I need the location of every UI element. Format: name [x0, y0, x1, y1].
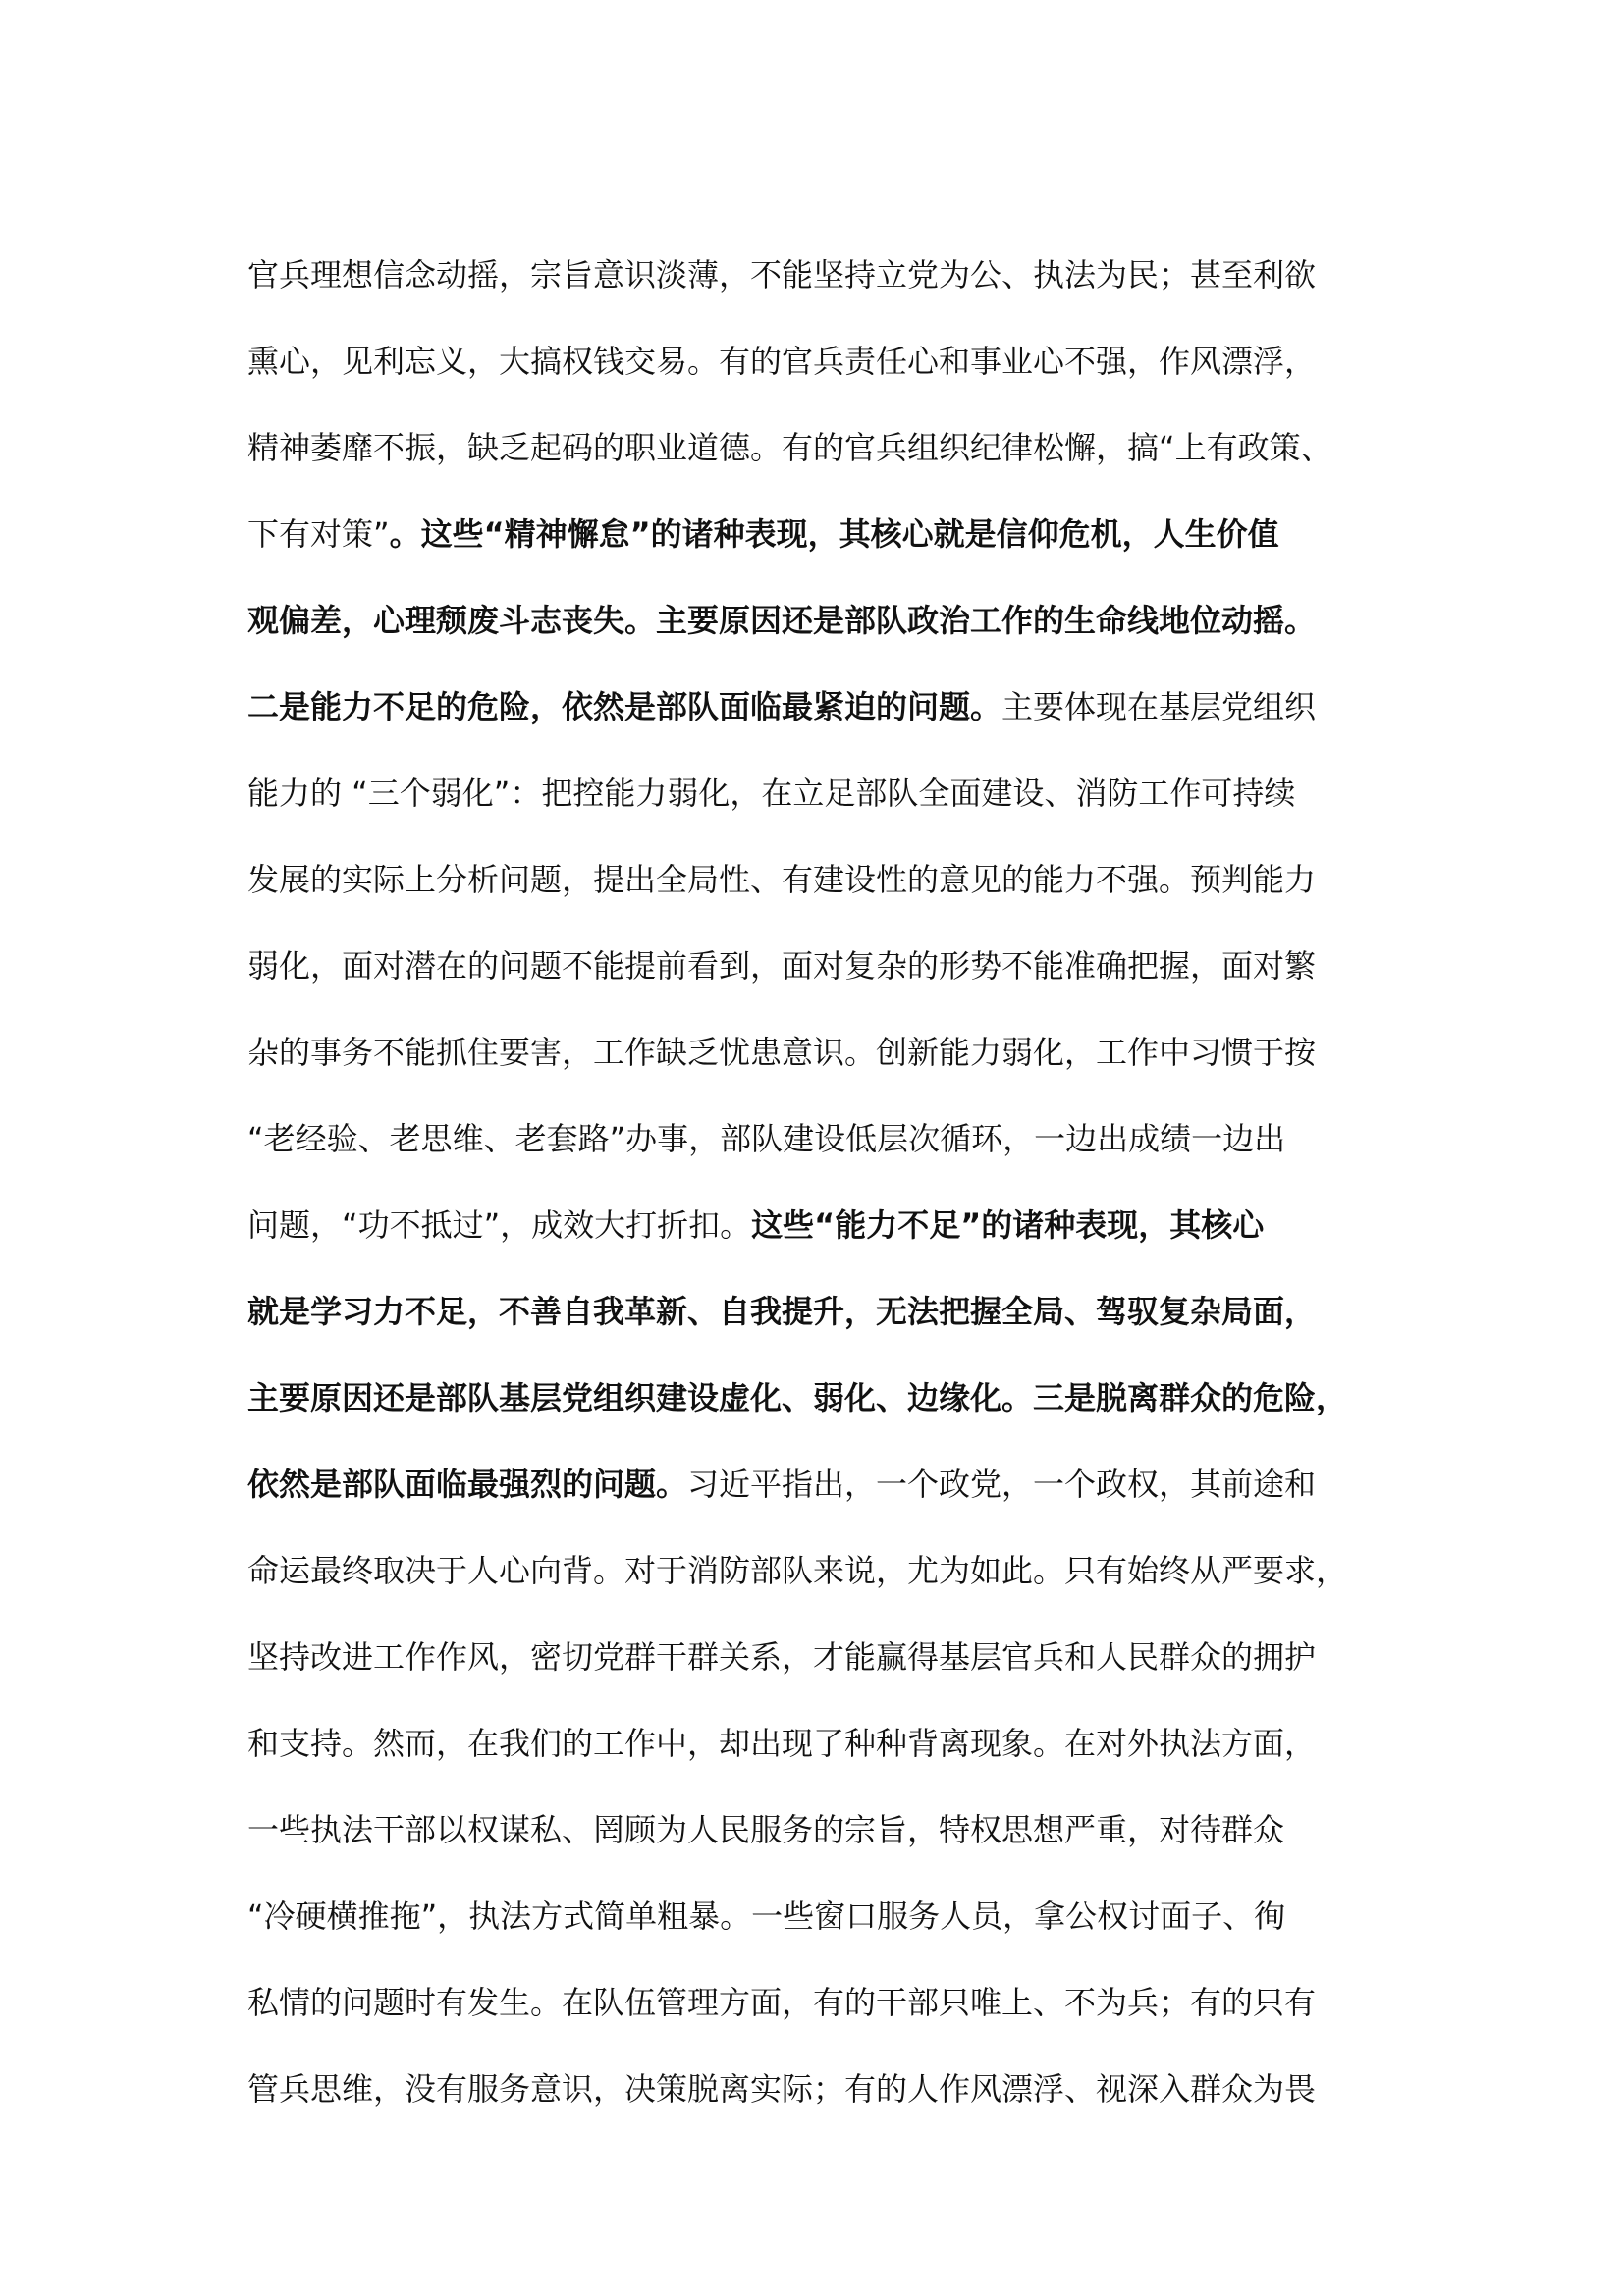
text-line	[247, 1873, 1386, 1959]
text-line	[247, 1095, 1386, 1182]
text-line	[247, 1959, 1386, 2046]
text-segment: 主要体现在基层党组织	[1001, 688, 1317, 725]
text-segment: 熏心，见利忘义，大搞权钱交易。有的官兵责任心和事业心不强，作风漂浮，	[247, 343, 1317, 380]
bold-text-segment: 依然是部队面临最强烈的问题。	[247, 1466, 688, 1503]
text-line	[247, 1355, 1386, 1441]
text-line	[247, 232, 1386, 318]
text-segment: 命运最终取决于人心向背。对于消防部队来说，尤为如此。只有始终从严要求，	[247, 1552, 1348, 1589]
text-line	[247, 1441, 1386, 1527]
text-line	[247, 664, 1386, 750]
text-line	[247, 750, 1386, 836]
text-line	[247, 836, 1386, 923]
text-segment: 下有对策”	[247, 515, 390, 553]
text-segment: 官兵理想信念动摇，宗旨意识淡薄，不能坚持立党为公、执法为民；甚至利欲	[247, 256, 1317, 294]
text-line	[247, 2046, 1386, 2132]
text-segment: 精神萎靡不振，缺乏起码的职业道德。有的官兵组织纪律松懈，搞“上有政策、	[247, 429, 1332, 466]
text-segment: “冷硬横推拖”，执法方式简单粗暴。一些窗口服务人员，拿公权讨面子、徇	[247, 1897, 1286, 1935]
text-segment: 私情的问题时有发生。在队伍管理方面，有的干部只唯上、不为兵；有的只有	[247, 1984, 1317, 2021]
text-segment: 习近平指出，一个政党，一个政权，其前途和	[687, 1466, 1317, 1503]
bold-text-segment: 。这些“精神懈怠”的诸种表现，其核心就是信仰危机，人生价值	[389, 515, 1279, 553]
text-segment: 发展的实际上分析问题，提出全局性、有建设性的意见的能力不强。预判能力	[247, 861, 1317, 898]
bold-text-segment: 这些“能力不足”的诸种表现，其核心	[751, 1206, 1265, 1244]
text-line	[247, 1009, 1386, 1095]
text-segment: 管兵思维，没有服务意识，决策脱离实际；有的人作风漂浮、视深入群众为畏	[247, 2070, 1317, 2108]
text-line	[247, 1182, 1386, 1268]
text-line	[247, 1527, 1386, 1614]
text-segment: 坚持改进工作作风，密切党群干群关系，才能赢得基层官兵和人民群众的拥护	[247, 1638, 1317, 1676]
text-line	[247, 1787, 1386, 1873]
text-line	[247, 1700, 1386, 1787]
text-line	[247, 1614, 1386, 1700]
text-line	[247, 1268, 1386, 1355]
text-segment: 弱化，面对潜在的问题不能提前看到，面对复杂的形势不能准确把握，面对繁	[247, 947, 1317, 985]
text-line	[247, 577, 1386, 664]
text-line	[247, 491, 1386, 577]
text-segment: 问题，“功不抵过”，成效大打折扣。	[247, 1206, 752, 1244]
text-line	[247, 923, 1386, 1009]
text-line	[247, 318, 1386, 404]
bold-text-segment: 二是能力不足的危险，依然是部队面临最紧迫的问题。	[247, 688, 1002, 725]
text-segment: 能力的 “三个弱化”：把控能力弱化，在立足部队全面建设、消防工作可持续	[247, 774, 1296, 812]
text-segment: 和支持。然而，在我们的工作中，却出现了种种背离现象。在对外执法方面，	[247, 1725, 1317, 1762]
bold-text-segment: 就是学习力不足，不善自我革新、自我提升，无法把握全局、驾驭复杂局面，	[247, 1293, 1317, 1330]
text-segment: 一些执法干部以权谋私、罔顾为人民服务的宗旨，特权思想严重，对待群众	[247, 1811, 1285, 1848]
bold-text-segment: 主要原因还是部队基层党组织建设虚化、弱化、边缘化。三是脱离群众的危险，	[247, 1379, 1348, 1416]
text-segment: 杂的事务不能抓住要害，工作缺乏忧患意识。创新能力弱化，工作中习惯于按	[247, 1034, 1317, 1071]
text-line	[247, 404, 1386, 491]
text-segment: “老经验、老思维、老套路”办事，部队建设低层次循环，一边出成绩一边出	[247, 1120, 1286, 1157]
body-text	[247, 232, 1386, 2132]
bold-text-segment: 观偏差，心理颓废斗志丧失。主要原因还是部队政治工作的生命线地位动摇。	[247, 602, 1317, 639]
